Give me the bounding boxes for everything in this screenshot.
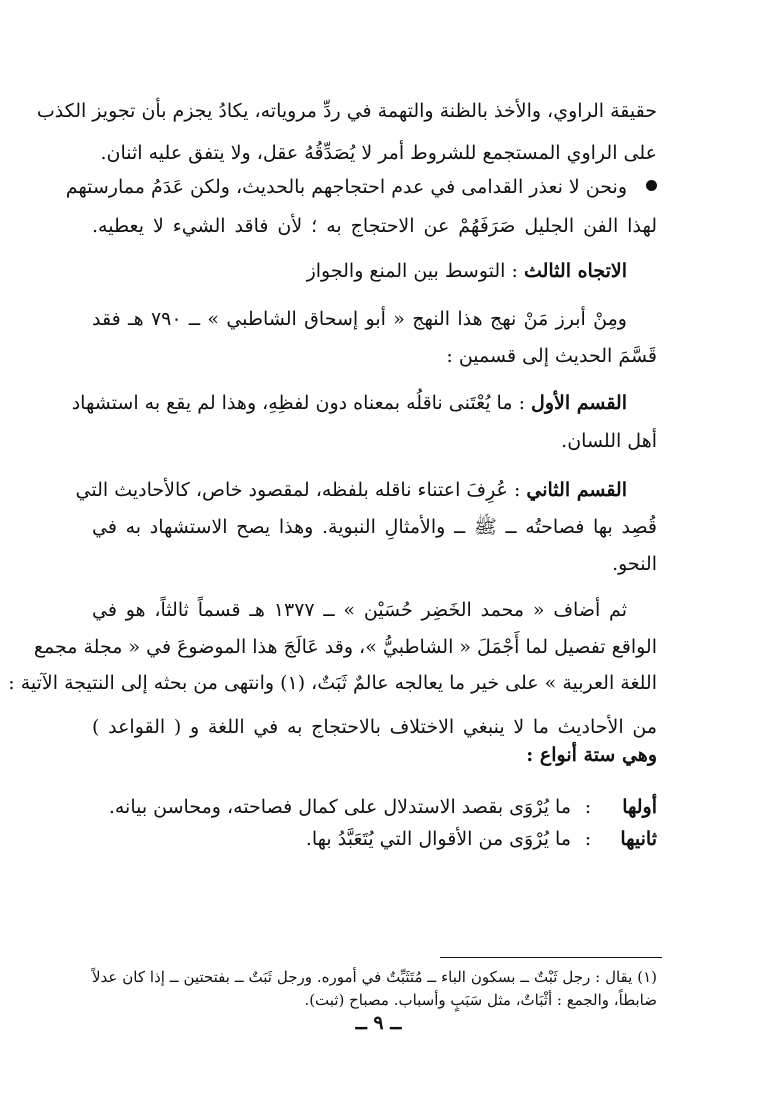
first-section-label: القسم الأول (531, 392, 627, 414)
second-section-text: : عُرِفَ اعتناء ناقله بلفظه، لمقصود خاص، كالأحاديث التي (75, 479, 521, 501)
first-section-line-1 (71, 390, 627, 416)
second-section-line-2: قُصِد بها فصاحتُه ــ ﷺ ــ والأمثالِ النبوية. وهذا يصح الاستشهاد به في (92, 516, 657, 538)
footnote-divider (440, 957, 662, 958)
list-item-colon: : (584, 828, 592, 850)
page-number: ــ ٩ ــ (355, 1012, 402, 1034)
khidr-line-3: اللغة العربية » على خير ما يعالجه عالمٌ ثَبَتٌ، (١) وانتهى من بحثه إلى النتيجة الآتية : (8, 672, 657, 694)
first-section-text: : ما يُعْتَنى ناقلُه بمعناه دون لفظِهِ، وهذا لم يقع به استشهاد (71, 392, 525, 414)
list-item (92, 826, 657, 852)
shatibi-line-1: ومِنْ أبرز مَنْ نهج هذا النهج « أبو إسحاق الشاطبي » ــ ٧٩٠ هـ فقد (92, 308, 627, 330)
third-approach-heading (92, 258, 627, 284)
list-item-text: ما يُرْوَى بقصد الاستدلال على كمال فصاحته، ومحاسن بيانه. (108, 796, 571, 818)
third-approach-text: : التوسط بين المنع والجواز (306, 260, 518, 282)
intro-line-1: حقيقة الراوي، والأخذ بالظنة والتهمة في ردِّ مروياته، يكادُ يجزم بأن تجويز الكذب (36, 100, 657, 122)
khidr-line-2: الواقع تفصيل لما أَجْمَلَ « الشاطبيُّ »، وقد عَالَجَ هذا الموضوعَ في « مجلة مجمع (33, 636, 657, 658)
bullet-line-1: ونحن لا نعذر القدامى في عدم احتجاجهم بالحديث، ولكن عَدَمُ ممارستهم (65, 176, 627, 198)
intro-line-2: على الراوي المستجمع للشروط أمر لا يُصَدِّقُهُ عقل، ولا يتفق عليه اثنان. (100, 142, 657, 164)
hadith-types-line-2: وهي ستة أنواع : (526, 744, 657, 766)
hadith-types-line-1: من الأحاديث ما لا ينبغي الاختلاف بالاحتجاج به في اللغة و ( القواعد ) (92, 716, 657, 738)
shatibi-line-2: قَسَّمَ الحديث إلى قسمين : (446, 345, 657, 367)
footnote-line-2: ضابطاً، والجمع : أثْبَاتٌ، مثل سَبَبٍ وأسباب. مصباح (ثبت). (304, 991, 657, 1009)
footnote-line-1: (١) يقال : رجل ثَبْتٌ ــ بسكون الباء ــ مُتَثَبِّتٌ في أموره. ورجل ثَبَتٌ ــ بفتحتين ــ إذا كان عدلاً (92, 968, 657, 986)
third-approach-label: الاتجاه الثالث (523, 260, 627, 282)
list-item-text: ما يُرْوَى من الأقوال التي يُتَعَبَّدُ بها. (305, 828, 571, 850)
second-section-label: القسم الثاني (526, 479, 627, 501)
list-item (92, 794, 657, 820)
khidr-line-1: ثم أضاف « محمد الخَضِر حُسَيْن » ــ ١٣٧٧ هـ قسماً ثالثاً، هو في (92, 599, 627, 621)
list-item-term: أولها (622, 796, 657, 818)
second-section-line-3: النحو. (612, 553, 657, 575)
list-item-colon: : (584, 796, 592, 818)
bullet-line-2: لهذا الفن الجليل صَرَفَهُمْ عن الاحتجاج به ؛ لأن فاقد الشيء لا يعطيه. (92, 215, 657, 237)
first-section-line-2: أهل اللسان. (561, 430, 657, 452)
list-item-term: ثانيها (620, 828, 657, 850)
second-section-line-1 (75, 477, 627, 503)
bullet-icon (646, 180, 657, 191)
